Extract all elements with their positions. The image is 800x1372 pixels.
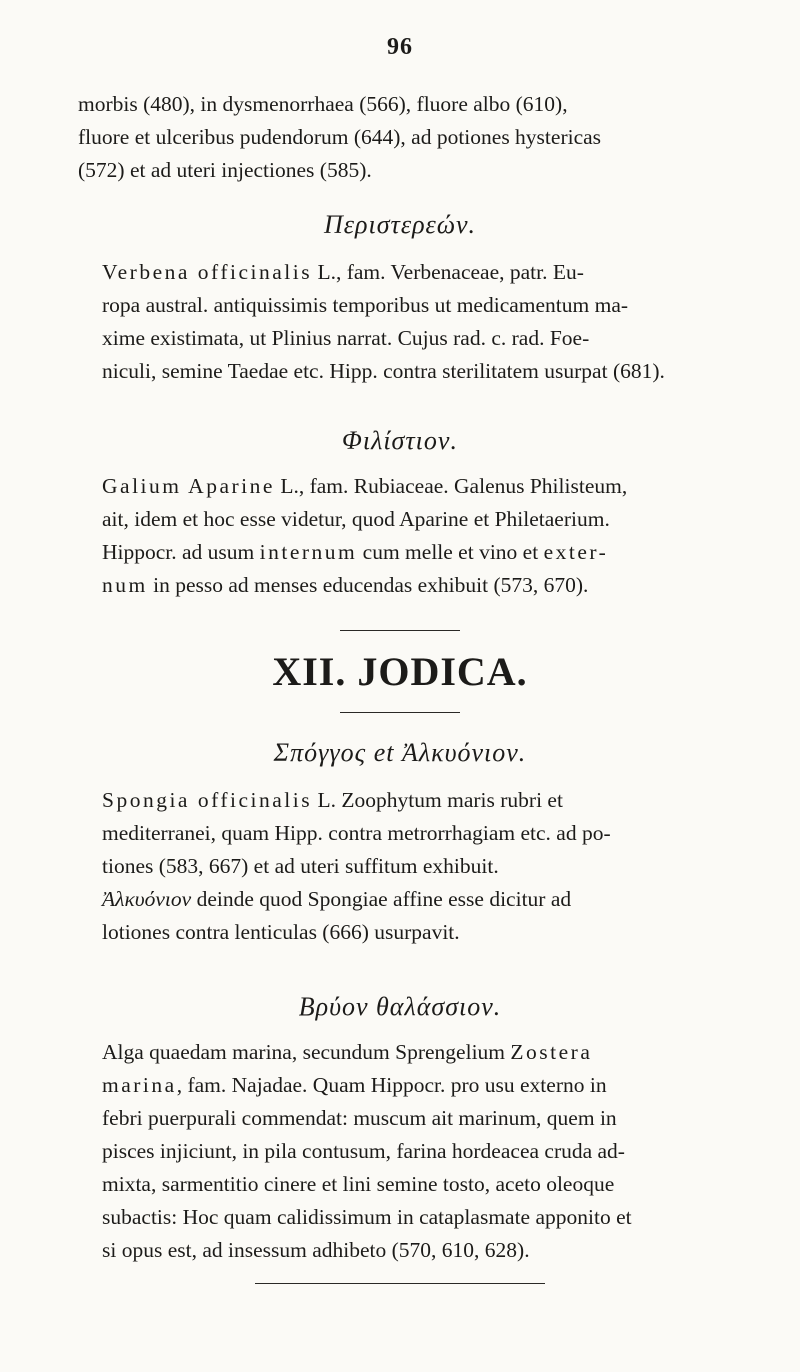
section-divider (340, 630, 460, 631)
section-heading-peristereon: Περιστερεών. (323, 210, 476, 239)
text-line (78, 256, 728, 289)
species-name: Verbena officinalis (102, 260, 313, 284)
text-line: mixta, sarmentitio cinere et lini semine tosto, aceto oleoque (102, 1172, 615, 1196)
species-name: Zostera (510, 1040, 593, 1064)
text-line: morbis (480), in dysmenorrhaea (566), fluore albo (610), (78, 92, 568, 116)
text-line: si opus est, ad insessum adhibeto (570, 610, 628). (102, 1238, 530, 1262)
page-number: 96 (387, 34, 413, 60)
species-name: marina (102, 1073, 177, 1097)
text-span: , fam. Najadae. Quam Hippocr. pro usu externo in (176, 1073, 607, 1097)
chapter-title: XII. JODICA. (272, 649, 528, 694)
text-line: lotiones contra lenticulas (666) usurpavit. (102, 920, 460, 944)
text-line (78, 784, 728, 817)
text-line: (572) et ad uteri injectiones (585). (78, 158, 372, 182)
text-line: fluore et ulceribus pudendorum (644), ad potiones hystericas (78, 125, 602, 149)
text-span: L., fam. Rubiaceae. Galenus Philisteum, (274, 474, 628, 498)
text-line: mediterranei, quam Hipp. contra metrorrhagiam etc. ad po- (102, 821, 611, 845)
species-name: Spongia officinalis (102, 788, 313, 812)
emphasis-span: internum (259, 540, 358, 564)
text-span: cum melle et vino et (357, 540, 544, 564)
section-divider (340, 712, 460, 713)
emphasis-span: num (102, 573, 148, 597)
paragraph-zostera (78, 1036, 728, 1267)
text-line: pisces injiciunt, in pila contusum, farina hordeacea cruda ad- (102, 1139, 625, 1163)
text-line (78, 470, 728, 503)
species-name: Galium Aparine (102, 474, 275, 498)
text-span: deinde quod Spongiae affine esse dicitur ad (191, 887, 572, 911)
section-heading-spongos: Σπόγγος et Ἀλκυόνιον. (273, 738, 527, 767)
text-span: in pesso ad menses educendas exhibuit (573, 670). (147, 573, 589, 597)
emphasis-span: exter- (543, 540, 609, 564)
text-span: Alga quaedam marina, secundum Sprengelium (102, 1040, 511, 1064)
greek-term: Ἀλκυόνιον (102, 887, 192, 911)
text-line: febri puerpurali commendat: muscum ait marinum, quem in (102, 1106, 617, 1130)
paragraph-continuation (78, 88, 728, 187)
text-line (78, 1069, 728, 1102)
text-line: subactis: Hoc quam calidissimum in cataplasmate apponito et (102, 1205, 632, 1229)
text-line (78, 536, 728, 569)
paragraph-verbena (78, 256, 728, 388)
paragraph-spongia (78, 784, 728, 949)
text-line: xime existimata, ut Plinius narrat. Cujus rad. c. rad. Foe- (102, 326, 590, 350)
text-span: L. Zoophytum maris rubri et (312, 788, 563, 812)
text-line: ropa austral. antiquissimis temporibus ut medicamentum ma- (102, 293, 629, 317)
text-line: tiones (583, 667) et ad uteri suffitum exhibuit. (102, 854, 499, 878)
text-line (78, 883, 728, 916)
paragraph-galium (78, 470, 728, 602)
text-line (78, 1036, 728, 1069)
section-heading-bryon: Βρύον θαλάσσιον. (298, 992, 502, 1021)
text-line: ait, idem et hoc esse videtur, quod Aparine et Philetaerium. (102, 507, 610, 531)
text-line (78, 569, 728, 602)
text-span: L., fam. Verbenaceae, patr. Eu- (312, 260, 584, 284)
text-span: Hippocr. ad usum (102, 540, 260, 564)
text-line: niculi, semine Taedae etc. Hipp. contra sterilitatem usurpat (681). (102, 359, 665, 383)
closing-rule (255, 1283, 545, 1284)
section-heading-philistion: Φιλίστιον. (342, 426, 458, 455)
